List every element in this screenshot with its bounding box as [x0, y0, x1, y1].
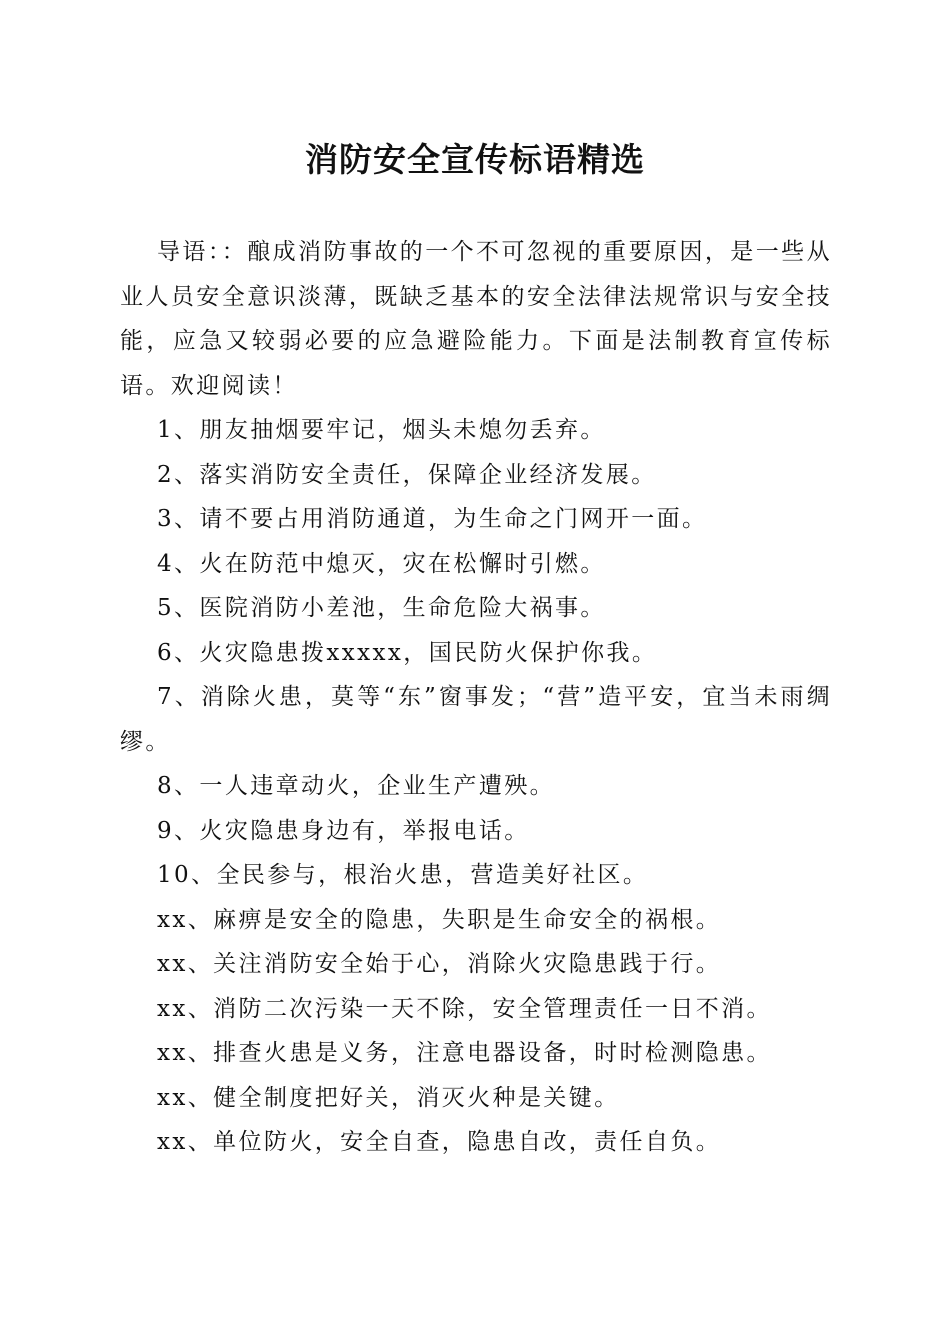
- slogan-item: 8、一人违章动火，企业生产遭殃。: [157, 773, 556, 799]
- slogan-item: xx、健全制度把好关，消灭火种是关键。: [157, 1084, 620, 1111]
- document-body: [120, 230, 832, 1165]
- document-title: 消防安全宣传标语精选: [305, 140, 645, 179]
- slogan-item: xx、单位防火，安全自查，隐患自改，责任自负。: [157, 1129, 722, 1155]
- slogan-item: 9、火灾隐患身边有，举报电话。: [157, 817, 530, 844]
- slogan-item: xx、麻痹是安全的隐患，失职是生命安全的祸根。: [157, 906, 722, 933]
- slogan-item: 4、火在防范中熄灭，灾在松懈时引燃。: [157, 550, 606, 577]
- slogan-item: xx、排查火患是义务，注意电器设备，时时检测隐患。: [157, 1040, 772, 1066]
- slogan-item: 5、医院消防小差池，生命危险大祸事。: [157, 595, 606, 621]
- slogan-item: 6、火灾隐患拨xxxxx，国民防火保护你我。: [157, 639, 658, 666]
- slogan-item: 7、消除火患，莫等“东”窗事发；“营”造平安，宜当未雨绸缪。: [120, 684, 832, 755]
- slogan-item: 10、全民参与，根治火患，营造美好社区。: [157, 862, 649, 888]
- slogan-item: 3、请不要占用消防通道，为生命之门网开一面。: [157, 506, 708, 532]
- slogan-item: xx、关注消防安全始于心，消除火灾隐患践于行。: [157, 951, 722, 977]
- slogan-item: xx、消防二次污染一天不除，安全管理责任一日不消。: [157, 995, 772, 1022]
- intro-paragraph: 导语：：酿成消防事故的一个不可忽视的重要原因，是一些从业人员安全意识淡薄，既缺乏基本的安全法律法规常识与安全技能，应急又较弱必要的应急避险能力。下面是法制教育宣传标语。欢迎阅读！: [120, 239, 832, 399]
- slogan-item: 2、落实消防安全责任，保障企业经济发展。: [157, 461, 657, 488]
- slogan-item: 1、朋友抽烟要牢记，烟头未熄勿丢弃。: [157, 417, 606, 443]
